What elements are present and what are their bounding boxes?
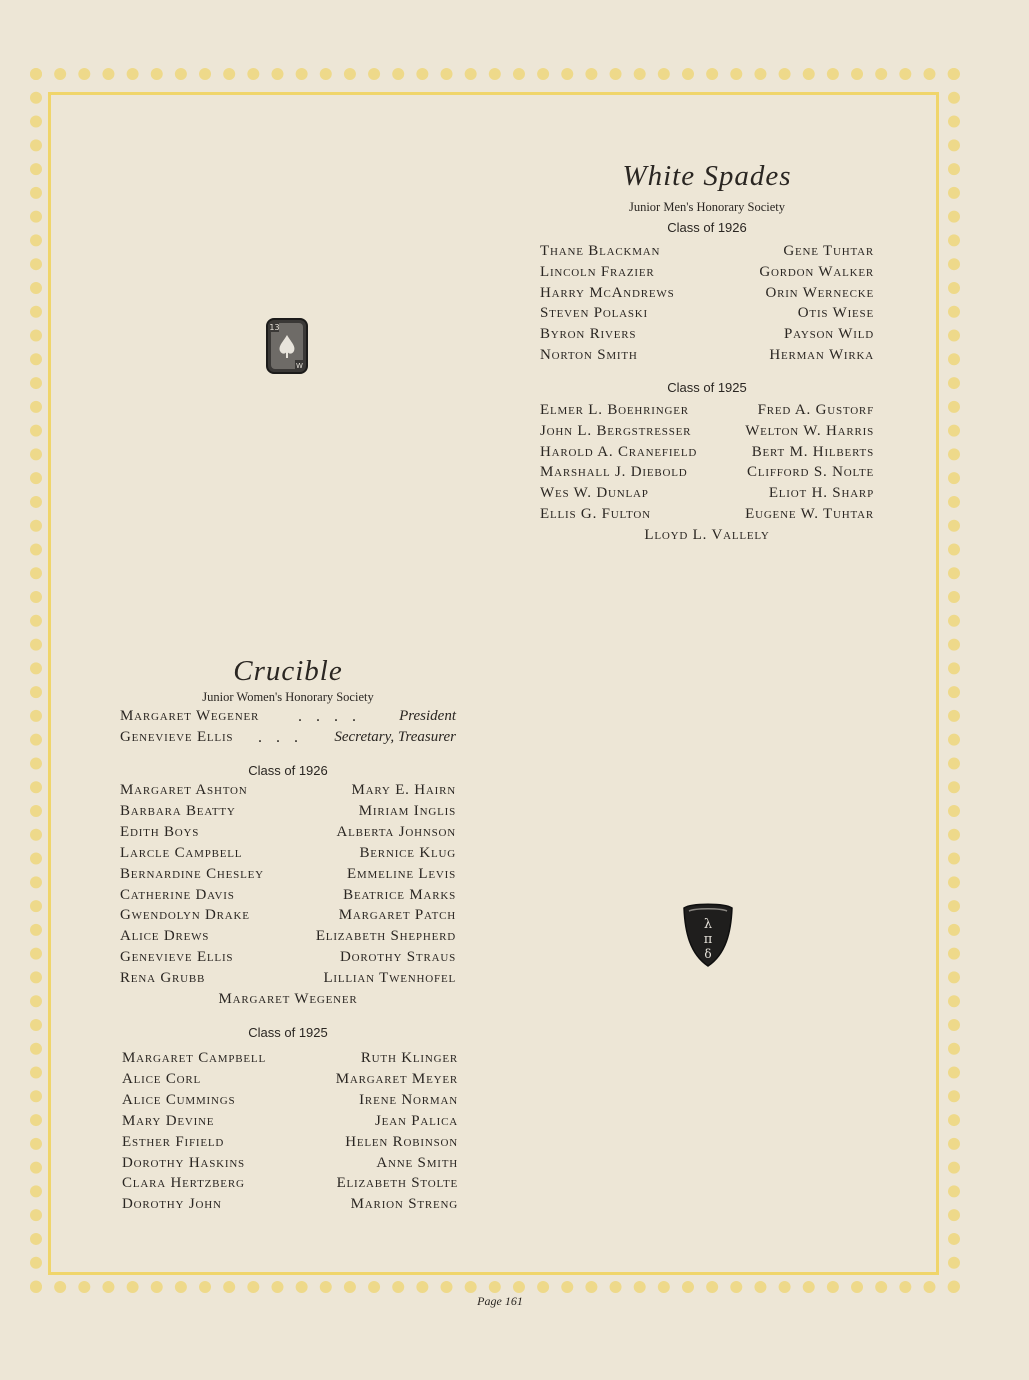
name-row bbox=[540, 504, 874, 525]
page-number: Page 161 bbox=[477, 1294, 523, 1308]
white-spades-subtitle: Junior Men's Honorary Society bbox=[628, 200, 786, 214]
pin-label-br: W bbox=[296, 362, 303, 370]
name-right: Miriam Inglis bbox=[358, 802, 456, 819]
crucible-pin-icon bbox=[682, 902, 734, 973]
name-left: Catherine Davis bbox=[120, 886, 235, 903]
name-row bbox=[122, 1111, 458, 1132]
name-left: Steven Polaski bbox=[540, 305, 649, 322]
name-left: Genevieve Ellis bbox=[120, 949, 234, 966]
officer-name: Margaret Wegener bbox=[120, 708, 260, 724]
name-row bbox=[540, 462, 874, 483]
name-row bbox=[120, 801, 456, 822]
name-right: Emmeline Levis bbox=[346, 865, 456, 882]
name-row bbox=[122, 1048, 458, 1069]
name-right: Gordon Walker bbox=[759, 263, 874, 280]
name-row bbox=[122, 1173, 458, 1194]
name-left: Rena Grubb bbox=[120, 970, 206, 987]
name-row bbox=[120, 947, 456, 968]
pin-label-tl: 13 bbox=[269, 323, 280, 332]
name-row bbox=[540, 303, 874, 324]
officer-name: Genevieve Ellis bbox=[120, 729, 234, 745]
officer-row bbox=[120, 706, 456, 727]
name-row bbox=[540, 483, 874, 504]
name-right: Gene Tuhtar bbox=[783, 243, 874, 259]
name-right: Payson Wild bbox=[784, 326, 874, 343]
name-right: Mary E. Hairn bbox=[351, 782, 456, 798]
pin-letter-3: δ bbox=[704, 947, 712, 961]
name-right: Eugene W. Tuhtar bbox=[745, 506, 874, 522]
name-left: Margaret Campbell bbox=[122, 1050, 266, 1066]
name-left: Harry McAndrews bbox=[540, 284, 675, 301]
name-right: Elizabeth Shepherd bbox=[315, 928, 456, 945]
name-row bbox=[122, 1153, 458, 1174]
name-row bbox=[540, 421, 874, 442]
name-row bbox=[540, 400, 874, 421]
name-row bbox=[540, 324, 874, 345]
officer-role: Secretary, Treasurer bbox=[334, 729, 456, 745]
name-right: Anne Smith bbox=[376, 1154, 458, 1171]
name-right: Clifford S. Nolte bbox=[747, 464, 874, 481]
name-left: Gwendolyn Drake bbox=[120, 907, 250, 924]
name-right: Fred A. Gustorf bbox=[757, 402, 874, 418]
name-left: Marshall J. Diebold bbox=[540, 464, 688, 481]
name-right: Bert M. Hilberts bbox=[751, 443, 874, 460]
white-spades-title: White Spades bbox=[622, 160, 792, 192]
name-left: Alice Corl bbox=[122, 1070, 202, 1087]
name-right: Bernice Klug bbox=[359, 844, 456, 861]
name-right: Beatrice Marks bbox=[343, 886, 456, 903]
name-row bbox=[120, 968, 456, 989]
name-row bbox=[120, 822, 456, 843]
name-left: Harold A. Cranefield bbox=[540, 443, 698, 460]
name-row bbox=[540, 442, 874, 463]
crucible-class-1925-heading: Class of 1925 bbox=[248, 1025, 328, 1040]
name-row bbox=[120, 843, 456, 864]
name-left: Elmer L. Boehringer bbox=[540, 402, 689, 418]
white-spades-class-1925-last: Lloyd L. Vallely bbox=[644, 527, 770, 543]
name-left: Mary Devine bbox=[122, 1112, 215, 1129]
name-left: Edith Boys bbox=[120, 823, 200, 840]
name-row bbox=[540, 283, 874, 304]
name-left: Byron Rivers bbox=[540, 326, 637, 343]
pin-letter-1: λ bbox=[703, 917, 713, 932]
name-right: Elizabeth Stolte bbox=[336, 1175, 458, 1192]
officer-row bbox=[120, 727, 456, 748]
name-left: Alice Drews bbox=[120, 928, 210, 945]
name-left: Norton Smith bbox=[540, 347, 638, 363]
name-left: Dorothy John bbox=[122, 1196, 222, 1213]
name-left: Dorothy Haskins bbox=[122, 1154, 245, 1171]
name-right: Margaret Meyer bbox=[335, 1070, 458, 1087]
name-row bbox=[122, 1132, 458, 1153]
name-left: Margaret Ashton bbox=[120, 782, 248, 798]
name-row bbox=[540, 241, 874, 262]
name-left: Alice Cummings bbox=[122, 1091, 236, 1108]
name-right: Alberta Johnson bbox=[336, 823, 456, 840]
name-right: Herman Wirka bbox=[769, 347, 874, 363]
name-row bbox=[120, 905, 456, 926]
name-right: Margaret Patch bbox=[338, 907, 456, 924]
name-right: Lillian Twenhofel bbox=[323, 970, 456, 987]
officer-role: President bbox=[399, 708, 456, 724]
crucible-class-1926-last: Margaret Wegener bbox=[218, 991, 358, 1007]
name-left: Esther Fifield bbox=[122, 1133, 225, 1150]
spade-pin-icon bbox=[266, 318, 308, 379]
name-row bbox=[120, 885, 456, 906]
name-left: Clara Hertzberg bbox=[122, 1175, 245, 1192]
crucible-title: Crucible bbox=[233, 655, 343, 687]
name-right: Welton W. Harris bbox=[745, 422, 874, 439]
name-right: Irene Norman bbox=[359, 1091, 458, 1108]
name-row bbox=[122, 1069, 458, 1090]
name-row bbox=[540, 345, 874, 366]
name-right: Helen Robinson bbox=[345, 1133, 458, 1150]
name-left: Ellis G. Fulton bbox=[540, 506, 651, 522]
name-right: Dorothy Straus bbox=[339, 949, 456, 966]
name-left: John L. Bergstresser bbox=[540, 422, 692, 439]
officer-leader-dots: . . . . bbox=[298, 708, 361, 725]
name-left: Wes W. Dunlap bbox=[540, 485, 649, 502]
name-row bbox=[120, 926, 456, 947]
name-left: Thane Blackman bbox=[540, 243, 661, 259]
name-row bbox=[122, 1194, 458, 1215]
name-row bbox=[120, 780, 456, 801]
name-left: Bernardine Chesley bbox=[120, 865, 264, 882]
white-spades-class-1926-heading: Class of 1926 bbox=[667, 220, 747, 235]
name-right: Otis Wiese bbox=[797, 305, 874, 322]
name-right: Marion Streng bbox=[350, 1196, 458, 1213]
crucible-class-1926-heading: Class of 1926 bbox=[248, 763, 328, 778]
name-left: Lincoln Frazier bbox=[540, 263, 655, 280]
name-right: Eliot H. Sharp bbox=[768, 485, 874, 502]
name-row bbox=[120, 864, 456, 885]
crucible-subtitle: Junior Women's Honorary Society bbox=[202, 690, 374, 704]
name-right: Jean Palica bbox=[375, 1112, 458, 1129]
name-right: Ruth Klinger bbox=[360, 1050, 458, 1066]
pin-letter-2: π bbox=[703, 932, 713, 947]
white-spades-class-1925-heading: Class of 1925 bbox=[667, 380, 747, 395]
name-left: Barbara Beatty bbox=[120, 802, 236, 819]
officer-leader-dots: . . . bbox=[258, 729, 303, 746]
name-row bbox=[540, 262, 874, 283]
name-right: Orin Wernecke bbox=[765, 284, 874, 301]
name-left: Larcle Campbell bbox=[120, 844, 243, 861]
name-row bbox=[122, 1090, 458, 1111]
